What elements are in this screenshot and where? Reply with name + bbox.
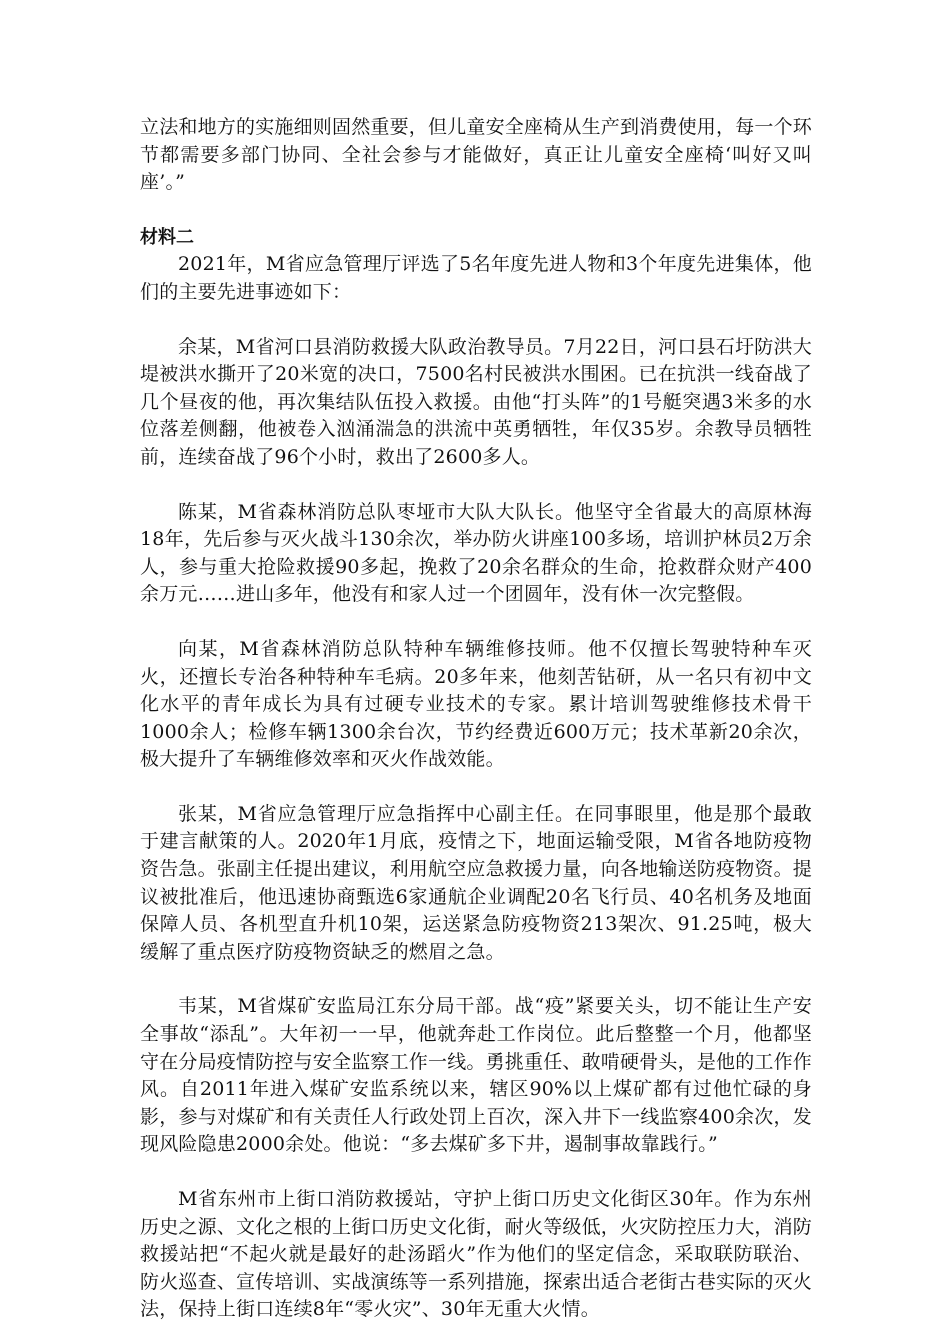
section-lead-paragraph: 2021年，M省应急管理厅评选了5名年度先进人物和3个年度先进集体，他们的主要先进事迹如下： — [140, 253, 812, 303]
paragraph-chen: 陈某，M省森林消防总队枣垭市大队大队长。他坚守全省最大的高原林海18年，先后参与灭火战斗130余次，举办防火讲座100多场，培训护林员2万余人，参与重大抢险救援90多起，挽救了20余名群众的生命，抢救群众财产400余万元……进山多年，他没有和家人过一个团圆年，没有休一次完整假。 — [140, 500, 812, 606]
paragraph-wei: 韦某，M省煤矿安监局江东分局干部。战“疫”紧要关头，切不能让生产安全事故“添乱”。大年初一一早，他就奔赴工作岗位。此后整整一个月，他都坚守在分局疫情防控与安全监察工作一线。勇挑重任、敢啃硬骨头，是他的工作作风。自2011年进入煤矿安监系统以来，辖区90%以上煤矿都有过他忙碌的身影，参与对煤矿和有关责任人行政处罚上百次，深入井下一线监察400余次，发现风险隐患2000余处。他说：“多去煤矿多下井，遏制事故靠践行。” — [140, 995, 813, 1156]
paragraph-xiang: 向某，M省森林消防总队特种车辆维修技师。他不仅擅长驾驶特种车灭火，还擅长专治各种特种车毛病。20多年来，他刻苦钻研，从一名只有初中文化水平的青年成长为具有过硬专业技术的专家。累计培训驾驶维修技术骨干1000余人；检修车辆1300余台次，节约经费近600万元；技术革新20余次，极大提升了车辆维修效率和灭火作战效能。 — [140, 637, 812, 771]
paragraph-station: M省东州市上街口消防救援站，守护上街口历史文化街区30年。作为东州历史之源、文化之根的上街口历史文化街，耐火等级低，火灾防控压力大，消防救援站把“不起火就是最好的赴汤蹈火”作为他们的坚定信念，采取联防联治、防火巡查、宣传培训、实战演练等一系列措施，探索出适合老街古巷实际的灭火法，保持上街口连续8年“零火灾”、30年无重大火情。 — [140, 1188, 813, 1321]
section-heading: 材料二 — [140, 226, 194, 248]
intro-tail-paragraph: 立法和地方的实施细则固然重要，但儿童安全座椅从生产到消费使用，每一个环节都需要多部门协同、全社会参与才能做好，真正让儿童安全座椅‘叫好又叫座’。” — [140, 116, 813, 194]
paragraph-yu: 余某，M省河口县消防救援大队政治教导员。7月22日，河口县石圩防洪大堤被洪水撕开了20米宽的决口，7500名村民被洪水围困。已在抗洪一线奋战了几个昼夜的他，再次集结队伍投入救援。由他“打头阵”的1号艇突遇3米多的水位落差侧翻，他被卷入汹涌湍急的洪流中英勇牺牲，年仅35岁。余教导员牺牲前，连续奋战了96个小时，救出了2600多人。 — [140, 335, 812, 468]
paragraph-zhang: 张某，M省应急管理厅应急指挥中心副主任。在同事眼里，他是那个最敢于建言献策的人。2020年1月底，疫情之下，地面运输受限，M省各地防疫物资告急。张副主任提出建议，利用航空应急救援力量，向各地输送防疫物资。提议被批准后，他迅速协商甄选6家通航企业调配20名飞行员、40名机务及地面保障人员、各机型直升机10架，运送紧急防疫物资213架次、91.25吨，极大缓解了重点医疗防疫物资缺乏的燃眉之急。 — [140, 802, 813, 963]
document-page — [140, 114, 812, 1324]
